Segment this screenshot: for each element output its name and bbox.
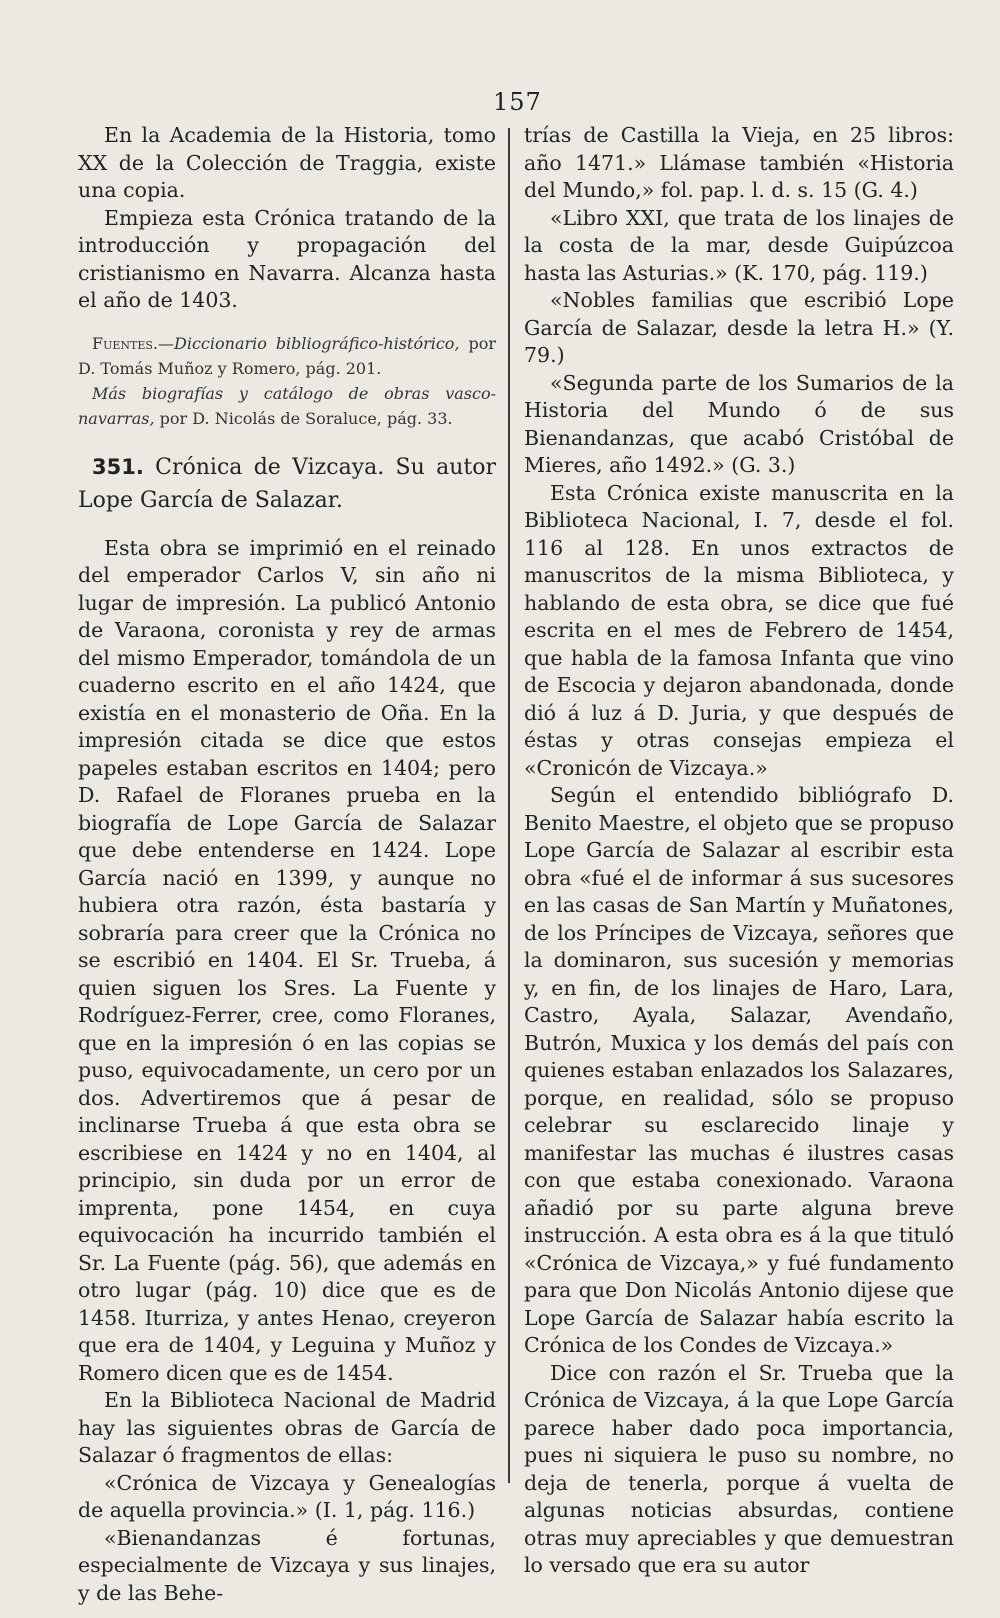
source-title: Más biografías y catálogo de obras vasco-navarras, bbox=[78, 383, 496, 428]
entry-title: Crónica de Vizcaya. Su autor Lope García de Salazar. bbox=[78, 454, 497, 513]
column-divider bbox=[508, 128, 510, 1483]
paragraph: Dice con razón el Sr. Trueba que la Crónica de Vizcaya, á la que Lope García parece haber dado poca importancia, pues ni siquiera le puso su nombre, no deja de tenerla, porque á vuelta de algunas noticias absurdas, contiene otras muy apreciables y que demuestran lo versado que era su autor bbox=[524, 1360, 954, 1577]
paragraph: «Nobles familias que escribió Lope García de Salazar, desde la letra H.» (Y. 79.) bbox=[524, 288, 954, 367]
paragraph: Según el entendido bibliógrafo D. Benito Maestre, el objeto que se propuso Lope García de Salazar al escribir esta obra «fué el de informar á sus sucesores en las casas de San Martín y Muñatones, de los Príncipes de Vizcaya, señores que la dominaron, sus sucesión y memorias y, en fin, de los linajes de Haro, Lara, Castro, Ayala, Salazar, Avendaño, Butrón, Muxica y los demás del país con quienes estaban enlazados los Salazares, porque, en realidad, sólo se propuso celebrar su esclarecido linaje y manifestar las muchas é ilustres casas con que estaba conexionado. Varaona añadió por su parte alguna breve instrucción. A esta obra es á la que tituló «Crónica de Vizcaya,» y fué fundamento para que Don Nicolás Antonio dijese que Lope García de Salazar había escrito la Crónica de los Condes de Vizcaya.» bbox=[524, 783, 954, 1357]
entry-heading bbox=[78, 451, 496, 517]
paragraph: Empieza esta Crónica tratando de la introducción y propagación del cristianismo en Navarra. Alcanza hasta el año de 1403. bbox=[78, 205, 496, 312]
paragraph: trías de Castilla la Vieja, en 25 libros: año 1471.» Llámase también «Historia del Mundo,» fol. pap. l. d. s. 15 (G. 4.) bbox=[524, 123, 954, 202]
paragraph: «Libro XXI, que trata de los linajes de la costa de la mar, desde Guipúzcoa hasta las Asturias.» (K. 170, pág. 119.) bbox=[524, 205, 954, 285]
source-detail: por D. Nicolás de Soraluce, pág. 33. bbox=[159, 408, 453, 428]
paragraph: Esta obra se imprimió en el reinado del emperador Carlos V, sin año ni lugar de impresión. La publicó Antonio de Varaona, coronista y rey de armas del mismo Emperador, tomándola de un cuaderno escrito en el año 1424, que existía en el monasterio de Oña. En la impresión citada se dice que estos papeles estaban escritos en 1404; pero D. Rafael de Floranes prueba en la biografía de Lope García de Salazar que debe entenderse en 1424. Lope García nació en 1399, y aunque no hubiera otra razón, ésta bastaría y sobraría para creer que la Crónica no se escribió en 1404. El Sr. Trueba, á quien siguen los Sres. La Fuente y Rodríguez-Ferrer, cree, como Floranes, que en la impresión ó en las copias se puso, equivocadamente, un cero por un dos. Advertiremos que á pesar de inclinarse Trueba á que esta obra se escribiese en 1424 y no en 1404, al principio, sin duda por un error de imprenta, pone 1454, en cuya equivocación ha incurrido también el Sr. La Fuente (pág. 56), que además en otro lugar (pág. 10) dice que es de 1458. Iturriza, y antes Henao, creyeron que era de 1404, y Leguina y Muñoz y Romero dicen que es de 1454. bbox=[78, 535, 496, 1385]
sources-block: Fuentes.—Diccionario bibliográfico-histórico, por D. Tomás Muñoz y Romero, pág. 201. Más biografías y catálogo de obras vasco-navarras, por D. Nicolás de Soraluce, pág. 33. bbox=[78, 333, 496, 428]
paragraph: En la Biblioteca Nacional de Madrid hay las siguientes obras de García de Salazar ó fragmentos de ellas: bbox=[78, 1388, 496, 1467]
entry-number: 351. bbox=[92, 454, 144, 479]
source-title: Diccionario bibliográfico-histórico, bbox=[174, 333, 460, 353]
paragraph: Esta Crónica existe manuscrita en la Biblioteca Nacional, I. 7, desde el fol. 116 al 128. En unos extractos de manuscritos de la misma Biblioteca, y hablando de esta obra, se dice que fué escrita en el mes de Febrero de 1454, que habla de la famosa Infanta que vino de Escocia y dejaron abandonada, donde dió á luz á D. Juria, y que después de éstas y otras consejas empieza el «Cronicón de Vizcaya.» bbox=[524, 480, 954, 780]
source-detail: por D. Tomás Muñoz y Romero, pág. 201. bbox=[78, 333, 496, 378]
left-column bbox=[78, 122, 496, 1607]
paragraph: «Segunda parte de los Sumarios de la Historia del Mundo ó de sus Bienandanzas, que acabó Cristóbal de Mieres, año 1492.» (G. 3.) bbox=[524, 370, 954, 477]
paragraph: «Bienandanzas é fortunas, especialmente de Vizcaya y sus linajes, y de las Behe- bbox=[78, 1525, 496, 1605]
page-number: 157 bbox=[493, 88, 542, 116]
sources-label: Fuentes. bbox=[92, 333, 159, 353]
paragraph: «Crónica de Vizcaya y Genealogías de aquella provincia.» (I. 1, pág. 116.) bbox=[78, 1470, 496, 1522]
right-column bbox=[524, 122, 954, 1580]
paragraph: En la Academia de la Historia, tomo XX de la Colección de Traggia, existe una copia. bbox=[78, 123, 496, 202]
